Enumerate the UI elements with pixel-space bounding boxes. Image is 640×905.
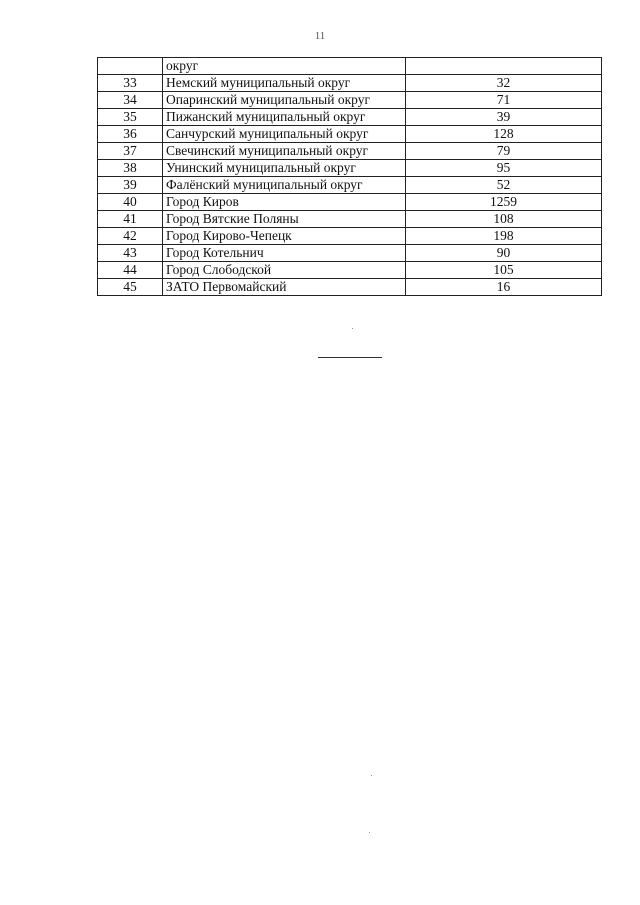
row-value-cell: 52 [406, 177, 602, 194]
row-name-cell: Город Слободской [163, 262, 406, 279]
table-body [98, 58, 602, 296]
row-number-cell: 39 [98, 177, 163, 194]
row-value-cell: 39 [406, 109, 602, 126]
row-value-cell: 16 [406, 279, 602, 296]
row-number-cell: 34 [98, 92, 163, 109]
scan-speck [369, 832, 370, 833]
table-row [98, 279, 602, 296]
table-row [98, 92, 602, 109]
row-number-cell [98, 58, 163, 75]
row-value-cell: 90 [406, 245, 602, 262]
row-number-cell: 33 [98, 75, 163, 92]
row-value-cell: 32 [406, 75, 602, 92]
table-row [98, 211, 602, 228]
scan-speck [371, 775, 372, 776]
row-number-cell: 36 [98, 126, 163, 143]
row-number-cell: 38 [98, 160, 163, 177]
row-name-cell: Город Киров [163, 194, 406, 211]
row-number-cell: 37 [98, 143, 163, 160]
row-value-cell: 105 [406, 262, 602, 279]
row-number-cell: 35 [98, 109, 163, 126]
row-value-cell: 108 [406, 211, 602, 228]
row-name-cell: Город Котельнич [163, 245, 406, 262]
row-name-cell: Санчурский муниципальный округ [163, 126, 406, 143]
table-row [98, 160, 602, 177]
table-row [98, 177, 602, 194]
row-name-cell: Унинский муниципальный округ [163, 160, 406, 177]
table-row [98, 194, 602, 211]
table-row [98, 228, 602, 245]
table-row [98, 109, 602, 126]
row-value-cell [406, 58, 602, 75]
row-name-cell: ЗАТО Первомайский [163, 279, 406, 296]
scan-speck [352, 328, 353, 329]
row-value-cell: 79 [406, 143, 602, 160]
municipal-table [97, 57, 602, 296]
row-name-cell: Свечинский муниципальный округ [163, 143, 406, 160]
row-name-cell: Фалёнский муниципальный округ [163, 177, 406, 194]
row-number-cell: 44 [98, 262, 163, 279]
row-number-cell: 45 [98, 279, 163, 296]
page-number: 11 [314, 30, 326, 42]
row-number-cell: 43 [98, 245, 163, 262]
row-number-cell: 42 [98, 228, 163, 245]
row-number-cell: 40 [98, 194, 163, 211]
table-row [98, 126, 602, 143]
row-value-cell: 1259 [406, 194, 602, 211]
table-row [98, 143, 602, 160]
closing-divider [318, 357, 382, 358]
table-row-continuation [98, 58, 602, 75]
row-value-cell: 198 [406, 228, 602, 245]
row-number-cell: 41 [98, 211, 163, 228]
row-name-cell: Город Кирово-Чепецк [163, 228, 406, 245]
table-row [98, 245, 602, 262]
table-row [98, 75, 602, 92]
row-name-cell: Опаринский муниципальный округ [163, 92, 406, 109]
table-row [98, 262, 602, 279]
row-name-cell: Немский муниципальный округ [163, 75, 406, 92]
row-value-cell: 95 [406, 160, 602, 177]
row-name-cell: Город Вятские Поляны [163, 211, 406, 228]
row-value-cell: 71 [406, 92, 602, 109]
row-name-cell: округ [163, 58, 406, 75]
row-value-cell: 128 [406, 126, 602, 143]
row-name-cell: Пижанский муниципальный округ [163, 109, 406, 126]
